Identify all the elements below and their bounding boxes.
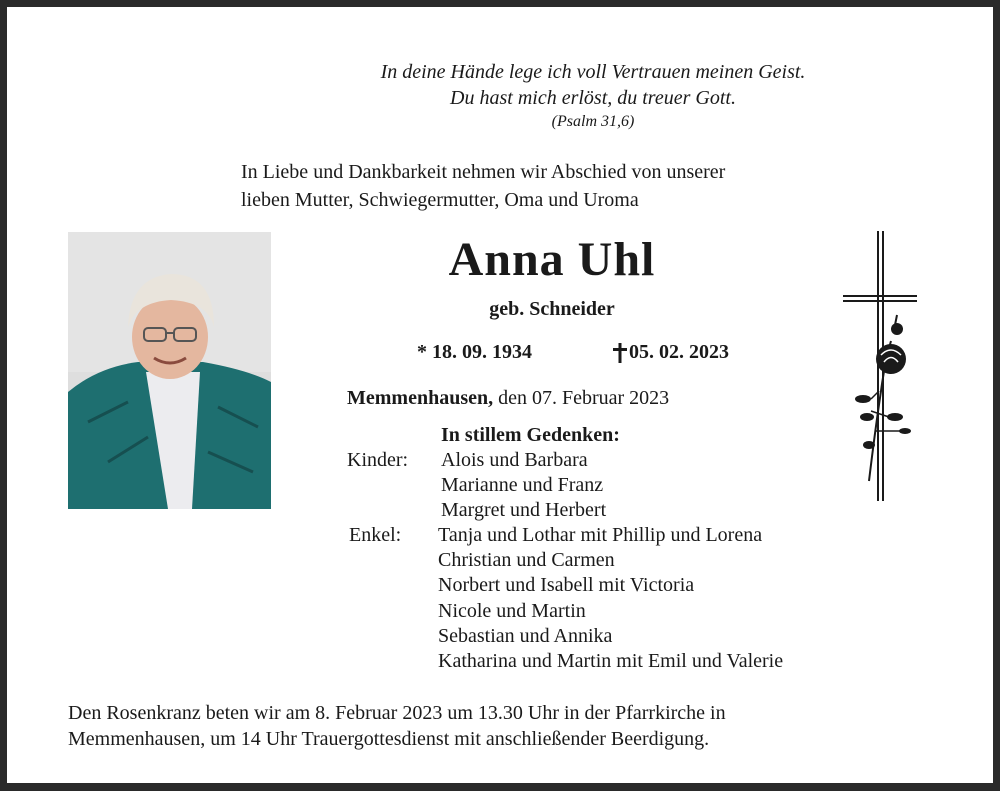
- portrait-image: [68, 232, 271, 509]
- notice-date: den 07. Februar 2023: [498, 387, 670, 409]
- grandchildren-item: Nicole und Martin: [438, 600, 586, 622]
- death-date: 05. 02. 2023: [629, 341, 729, 363]
- deceased-name: Anna Uhl: [448, 233, 656, 286]
- birth-name: geb. Schneider: [489, 298, 615, 320]
- verse-line-2: Du hast mich erlöst, du treuer Gott.: [450, 87, 736, 109]
- children-item: Alois und Barbara: [441, 449, 588, 471]
- service-line-2: Memmenhausen, um 14 Uhr Trauergottesdienst mit anschließender Beerdigung.: [68, 728, 710, 750]
- grandchildren-item: Christian und Carmen: [438, 549, 615, 571]
- birth-date: * 18. 09. 1934: [417, 341, 532, 363]
- mourners-heading: In stillem Gedenken:: [441, 424, 620, 446]
- service-line-1: Den Rosenkranz beten wir am 8. Februar 2023 um 13.30 Uhr in der Pfarrkirche in: [68, 702, 726, 724]
- verse-line-1: In deine Hände lege ich voll Vertrauen meinen Geist.: [380, 61, 806, 83]
- children-item: Marianne und Franz: [441, 474, 604, 496]
- intro-line-1: In Liebe und Dankbarkeit nehmen wir Abschied von unserer: [241, 161, 726, 183]
- cross-with-rose-icon: [841, 231, 923, 503]
- portrait-photo: [68, 232, 271, 509]
- grandchildren-item: Sebastian und Annika: [438, 625, 613, 647]
- latin-cross-icon: [613, 343, 627, 363]
- place-date: [347, 387, 669, 410]
- children-label: Kinder:: [347, 449, 409, 471]
- intro-line-2: lieben Mutter, Schwiegermutter, Oma und Uroma: [241, 189, 639, 211]
- verse-source: (Psalm 31,6): [551, 113, 635, 130]
- place: Memmenhausen,: [347, 387, 494, 409]
- grandchildren-item: Katharina und Martin mit Emil und Valerie: [438, 650, 784, 672]
- grandchildren-item: Norbert und Isabell mit Victoria: [438, 574, 695, 596]
- grandchildren-item: Tanja und Lothar mit Phillip und Lorena: [438, 524, 763, 546]
- children-item: Margret und Herbert: [441, 499, 607, 521]
- grandchildren-label: Enkel:: [349, 524, 402, 546]
